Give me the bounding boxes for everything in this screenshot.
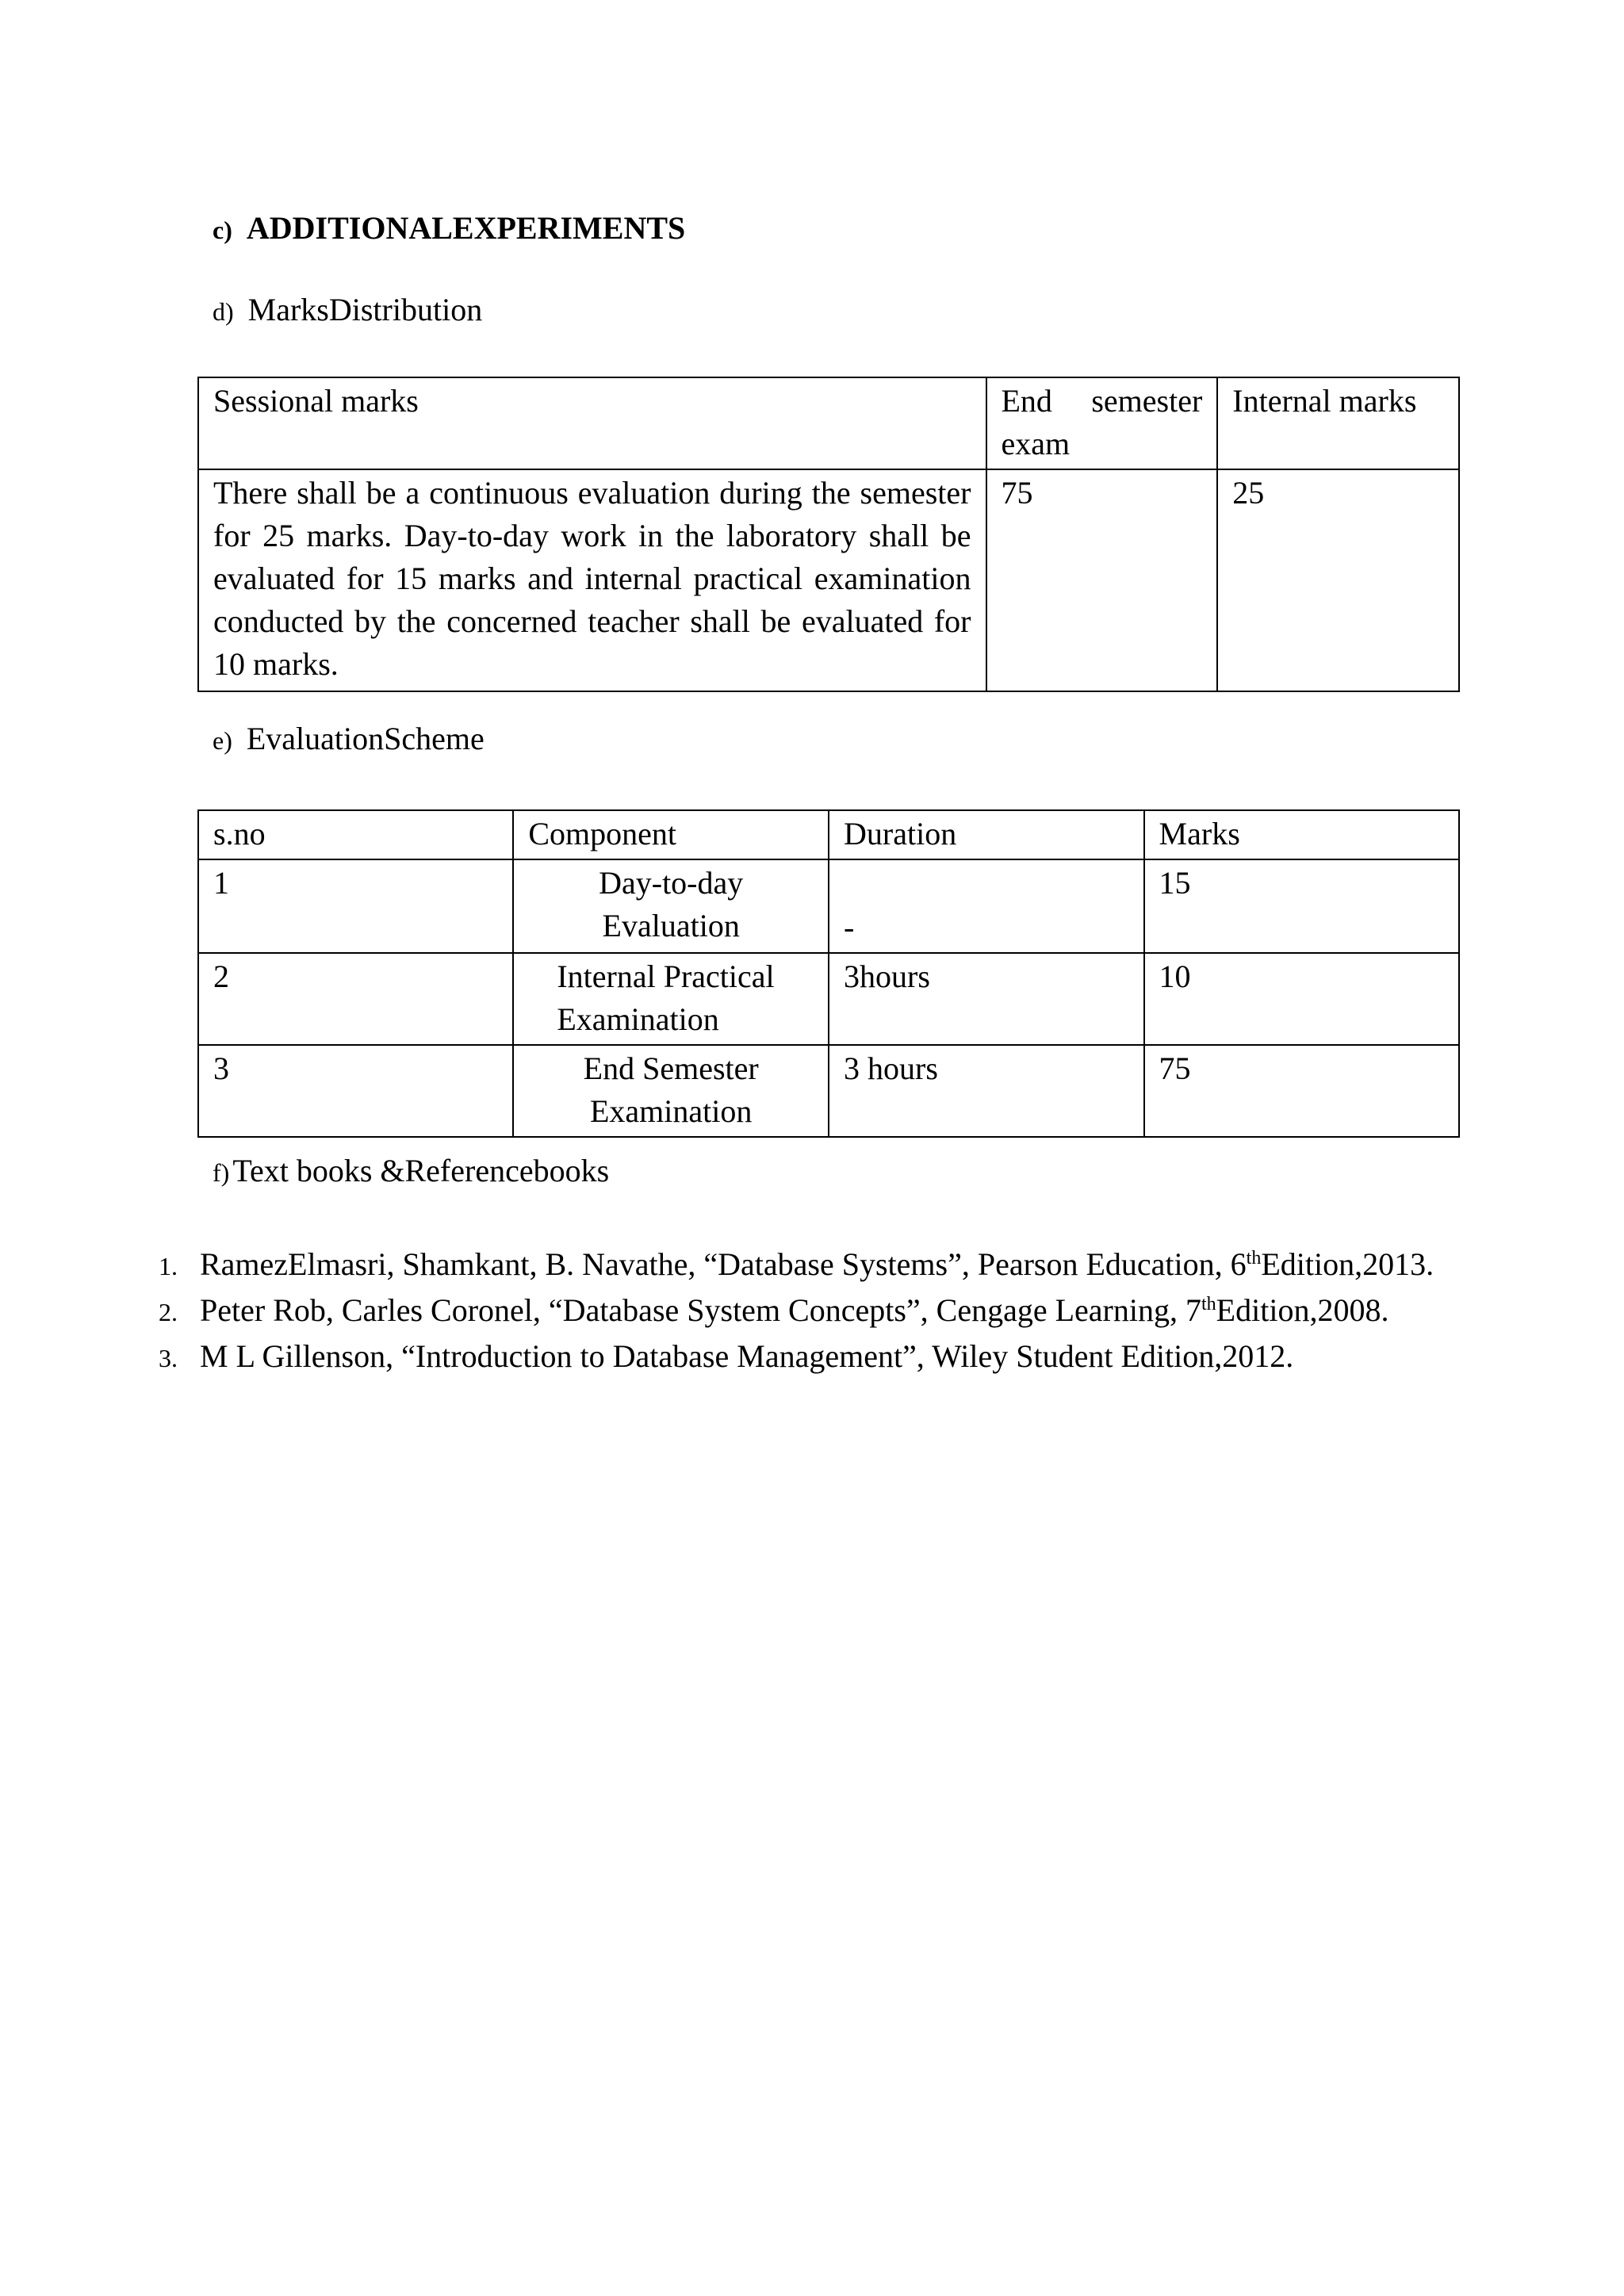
list-item xyxy=(159,1334,1434,1380)
cell-duration: 3hours xyxy=(829,953,1144,1045)
superscript: th xyxy=(1246,1248,1262,1269)
component-line: End Semester xyxy=(583,1050,759,1086)
header-sessional-marks: Sessional marks xyxy=(198,377,986,469)
marks-distribution-table xyxy=(197,377,1460,692)
table-row xyxy=(198,469,1459,691)
header-sno: s.no xyxy=(198,810,513,859)
header-end-semester-exam: End semester exam xyxy=(986,377,1218,469)
table-header-row xyxy=(198,810,1459,859)
header-duration: Duration xyxy=(829,810,1144,859)
cell-component xyxy=(513,1045,829,1137)
component-line: Examination xyxy=(589,1093,753,1129)
cell-sessional-description: There shall be a continuous evaluation during the semester for 25 marks. Day-to-day work in the laboratory shall be evaluated for 15 marks and internal practical examination conducted by the concerned teacher shall be evaluated for 10 marks. xyxy=(198,469,986,691)
list-number: 2. xyxy=(159,1298,178,1326)
heading-additional-experiments xyxy=(213,209,685,249)
heading-text: MarksDistribution xyxy=(247,292,483,327)
table-row xyxy=(198,859,1459,953)
heading-evaluation-scheme xyxy=(213,720,485,760)
cell-duration: - xyxy=(829,859,1144,953)
list-item xyxy=(159,1242,1434,1288)
list-number: 1. xyxy=(159,1252,178,1280)
reference-text-end: Edition,2013. xyxy=(1261,1246,1434,1282)
reference-text: M L Gillenson, “Introduction to Database Management”, Wiley Student Edition,2012. xyxy=(200,1338,1294,1374)
cell-duration: 3 hours xyxy=(829,1045,1144,1137)
header-internal-marks: Internal marks xyxy=(1217,377,1459,469)
cell-marks: 15 xyxy=(1144,859,1459,953)
heading-marker: e) xyxy=(213,726,232,755)
heading-marker: c) xyxy=(213,216,232,244)
cell-sno: 1 xyxy=(198,859,513,953)
cell-sno: 3 xyxy=(198,1045,513,1137)
component-line: Evaluation xyxy=(602,908,740,943)
component-line: Internal Practical xyxy=(557,959,775,994)
reference-text: RamezElmasri, Shamkant, B. Navathe, “Database Systems”, Pearson Education, 6 xyxy=(200,1246,1247,1282)
heading-marker: f) xyxy=(213,1158,230,1187)
list-number: 3. xyxy=(159,1344,178,1372)
cell-internal-marks: 25 xyxy=(1217,469,1459,691)
heading-text: Text books &Referencebooks xyxy=(232,1153,610,1188)
table-row xyxy=(198,1045,1459,1137)
cell-component xyxy=(513,953,829,1045)
cell-component xyxy=(513,859,829,953)
reference-text-end: Edition,2008. xyxy=(1216,1292,1389,1328)
table-header-row xyxy=(198,377,1459,469)
cell-marks: 10 xyxy=(1144,953,1459,1045)
list-item xyxy=(159,1288,1434,1334)
heading-marker: d) xyxy=(213,297,234,326)
heading-marks-distribution xyxy=(213,291,482,331)
component-line: Day-to-day xyxy=(599,865,744,901)
reference-list xyxy=(159,1242,1434,1380)
table-row xyxy=(198,953,1459,1045)
reference-text: Peter Rob, Carles Coronel, “Database System Concepts”, Cengage Learning, 7 xyxy=(200,1292,1201,1328)
header-marks: Marks xyxy=(1144,810,1459,859)
component-line: Examination xyxy=(557,1001,719,1037)
heading-text-books xyxy=(213,1152,609,1192)
cell-marks: 75 xyxy=(1144,1045,1459,1137)
cell-end-semester-marks: 75 xyxy=(986,469,1218,691)
header-component: Component xyxy=(513,810,829,859)
heading-text: ADDITIONALEXPERIMENTS xyxy=(246,210,686,246)
evaluation-scheme-table xyxy=(197,809,1460,1138)
superscript: th xyxy=(1201,1294,1216,1314)
cell-sno: 2 xyxy=(198,953,513,1045)
heading-text: EvaluationScheme xyxy=(246,721,485,756)
